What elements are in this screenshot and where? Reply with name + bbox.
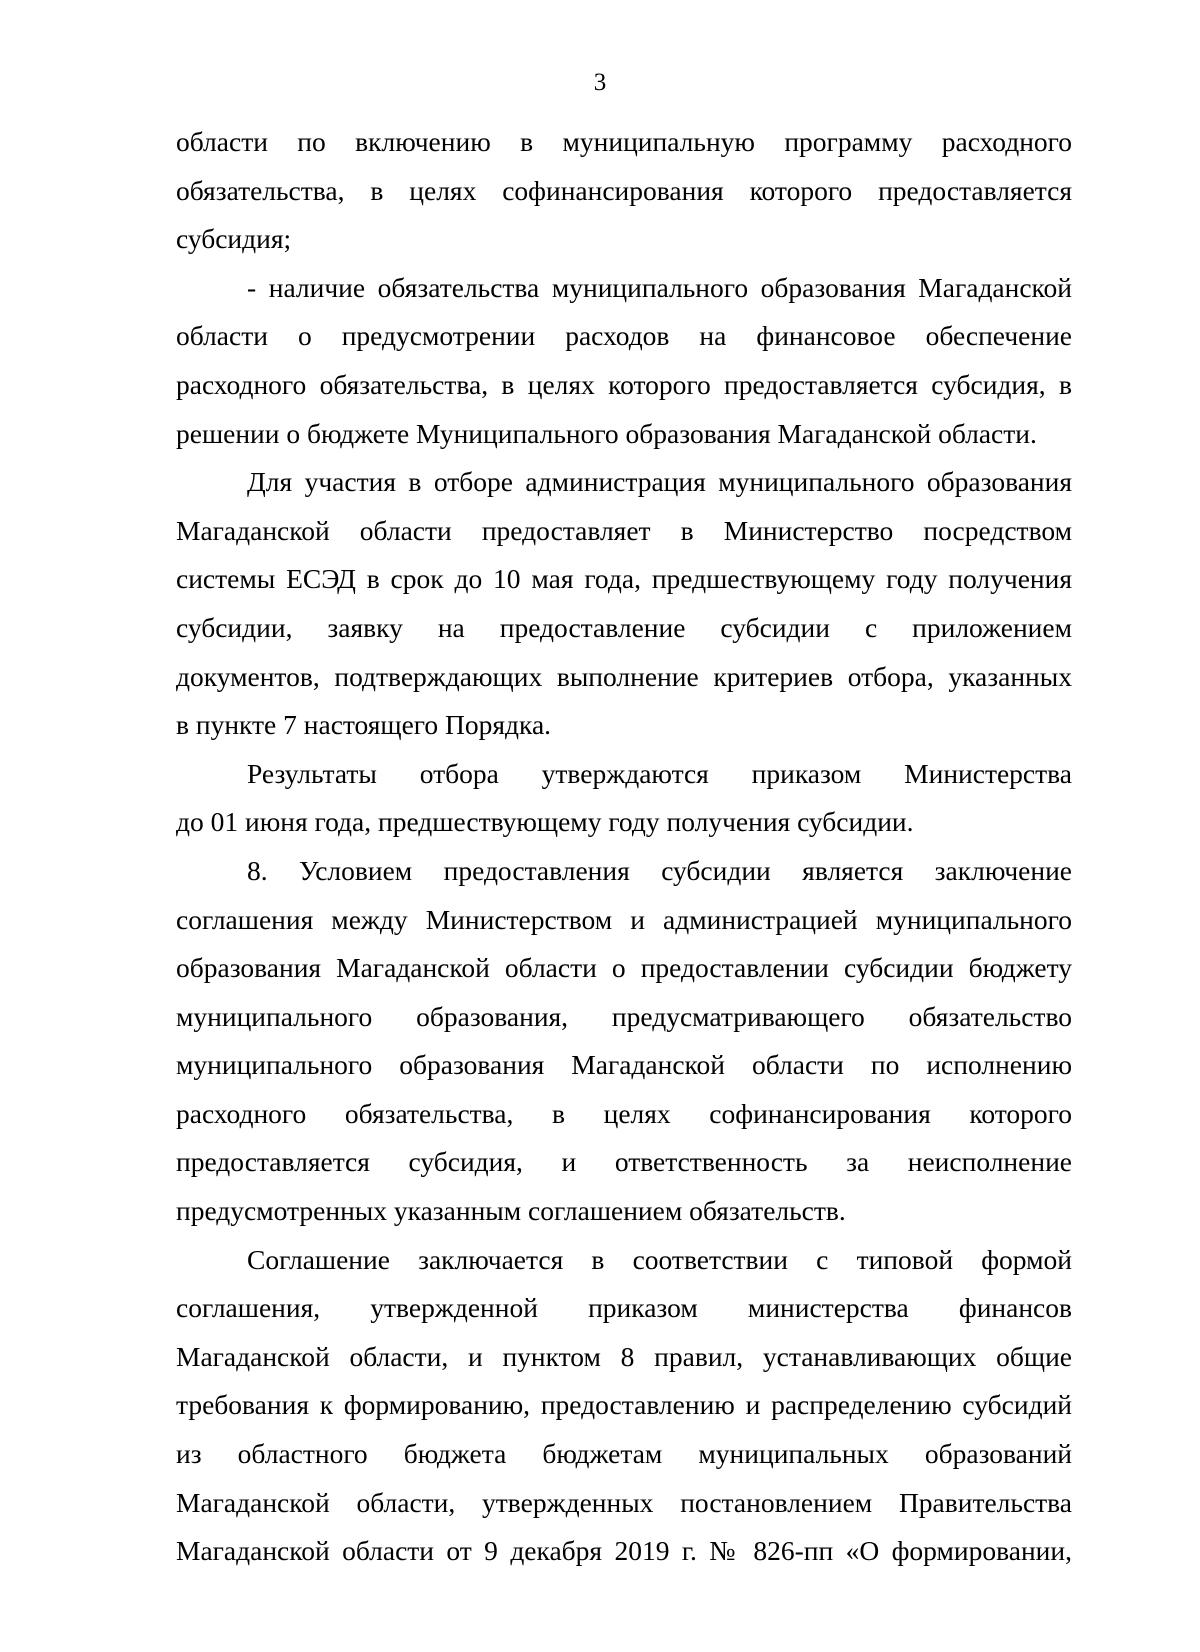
- text-line: из областного бюджета бюджетам муниципальных образований: [176, 1438, 1072, 1470]
- text-line: образования Магаданской области о предоставлении субсидии бюджету: [176, 952, 1072, 984]
- text-line: Результаты отбора утверждаются приказом Министерства: [247, 757, 1072, 789]
- text-line: соглашения между Министерством и администрацией муниципального: [176, 903, 1072, 935]
- text-line: соглашения, утвержденной приказом министерства финансов: [176, 1292, 1072, 1324]
- text-line: Соглашение заключается в соответствии с типовой формой: [247, 1243, 1072, 1275]
- text-line: 8. Условием предоставления субсидии является заключение: [247, 854, 1072, 886]
- text-line: - наличие обязательства муниципального образования Магаданской: [247, 271, 1072, 303]
- text-line: Магаданской области от 9 декабря 2019 г. № 826-пп «О формировании,: [176, 1535, 1072, 1567]
- text-line: субсидия;: [176, 223, 292, 255]
- text-line: муниципального образования, предусматривающего обязательство: [176, 1000, 1072, 1032]
- body-text: [176, 118, 1072, 1576]
- text-line: расходного обязательства, в целях которого предоставляется субсидия, в: [176, 368, 1072, 400]
- text-line: Для участия в отборе администрация муниципального образования: [247, 466, 1072, 498]
- text-line: предусмотренных указанным соглашением обязательств.: [176, 1195, 846, 1227]
- text-line: Магаданской области, и пунктом 8 правил, устанавливающих общие: [176, 1340, 1072, 1372]
- text-line: до 01 июня года, предшествующему году получения субсидии.: [176, 806, 914, 838]
- text-line: в пункте 7 настоящего Порядка.: [176, 709, 552, 741]
- text-line: системы ЕСЭД в срок до 10 мая года, предшествующему году получения: [176, 563, 1072, 595]
- page-number: 3: [593, 69, 607, 96]
- text-line: требования к формированию, предоставлению и распределению субсидий: [176, 1389, 1072, 1421]
- text-line: обязательства, в целях софинансирования которого предоставляется: [176, 174, 1072, 206]
- text-line: Магаданской области предоставляет в Министерство посредством: [176, 514, 1072, 546]
- text-line: Магаданской области, утвержденных постановлением Правительства: [176, 1486, 1072, 1518]
- text-line: решении о бюджете Муниципального образования Магаданской области.: [176, 417, 1037, 449]
- text-line: предоставляется субсидия, и ответственность за неисполнение: [176, 1146, 1072, 1178]
- text-line: документов, подтверждающих выполнение критериев отбора, указанных: [176, 660, 1072, 692]
- text-line: субсидии, заявку на предоставление субсидии с приложением: [176, 611, 1072, 643]
- text-line: расходного обязательства, в целях софинансирования которого: [176, 1097, 1072, 1129]
- text-line: области о предусмотрении расходов на финансовое обеспечение: [176, 320, 1072, 352]
- text-line: области по включению в муниципальную программу расходного: [176, 126, 1072, 157]
- text-line: муниципального образования Магаданской области по исполнению: [176, 1049, 1072, 1081]
